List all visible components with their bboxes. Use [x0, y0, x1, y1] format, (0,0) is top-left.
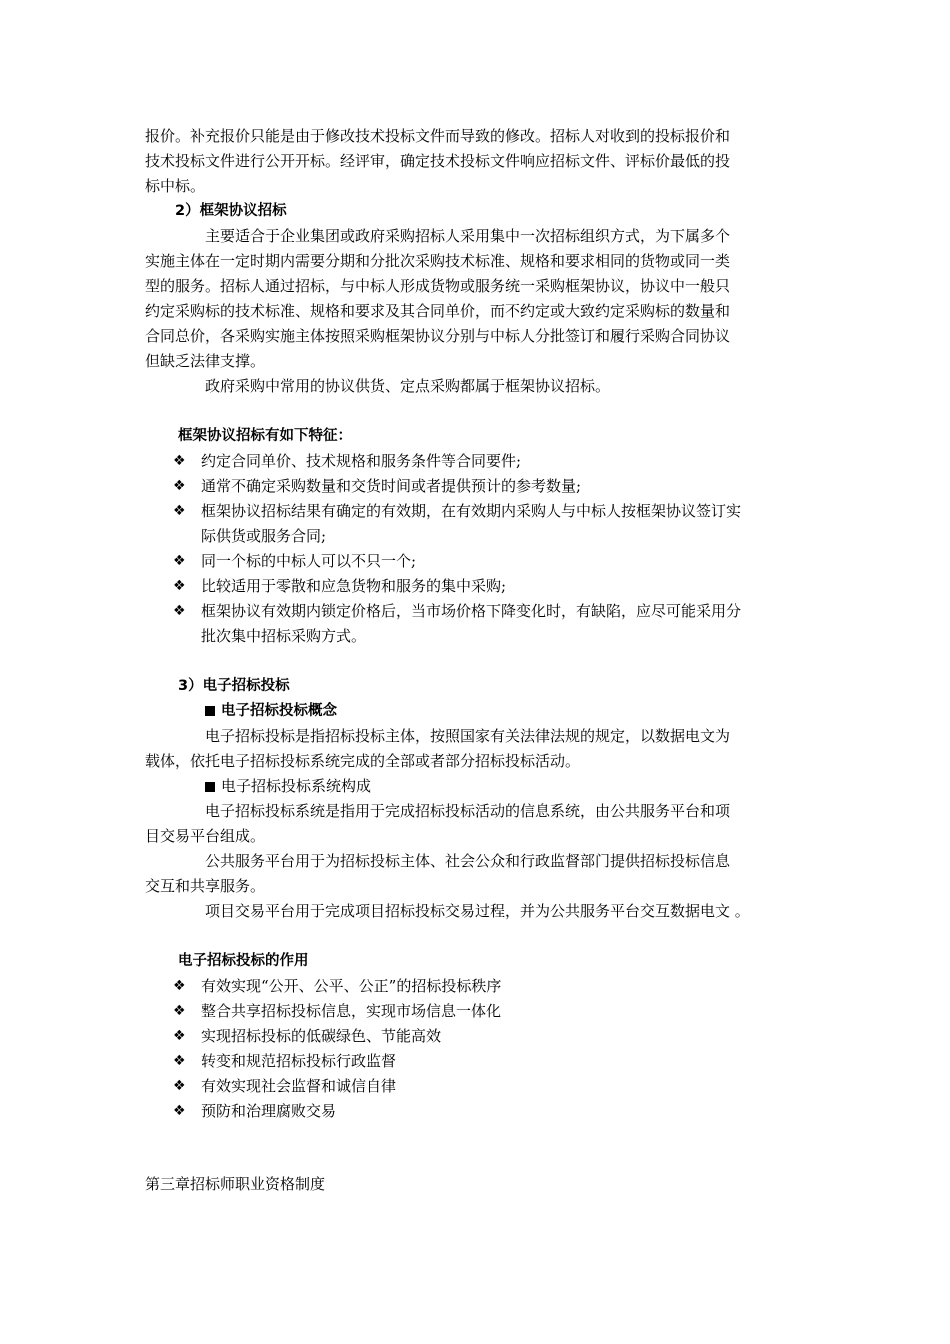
paragraph-line: 型的服务。招标人通过招标，与中标人形成货物或服务统一采购框架协议，协议中一般只 [145, 277, 731, 295]
bullet-icon: ❖ [173, 1003, 186, 1019]
bullet-icon: ❖ [173, 503, 186, 519]
paragraph-line: 电子招标投标系统是指用于完成招标投标活动的信息系统，由公共服务平台和项 [205, 802, 731, 820]
paragraph-line: 主要适合于企业集团或政府采购招标人采用集中一次招标组织方式，为下属多个 [205, 227, 731, 245]
paragraph-line: 但缺乏法律支撑。 [145, 352, 266, 370]
paragraph-line: 实施主体在一定时期内需要分期和分批次采购技术标准、规格和要求相同的货物或同一类 [145, 252, 731, 270]
subheading-system-label: 电子招标投标系统构成 [221, 777, 372, 795]
subheading-system [205, 776, 371, 796]
roles-title: 电子招标投标的作用 [178, 953, 309, 969]
bullet-icon: ❖ [173, 478, 186, 494]
section-heading-framework: 2）框架协议招标 [175, 203, 287, 219]
square-bullet-icon [205, 782, 215, 792]
feature-item-continued: 批次集中招标采购方式。 [201, 627, 367, 645]
features-title: 框架协议招标有如下特征： [178, 428, 352, 444]
section-heading-electronic: 3）电子招标投标 [178, 678, 290, 694]
role-item: 有效实现“公开、公平、公正”的招标投标秩序 [201, 977, 502, 995]
bullet-icon: ❖ [173, 603, 186, 619]
paragraph-line: 载体，依托电子招标投标系统完成的全部或者部分招标投标活动。 [145, 752, 581, 770]
bullet-icon: ❖ [173, 978, 186, 994]
subheading-concept [205, 701, 337, 721]
paragraph-line: 电子招标投标是指招标投标主体，按照国家有关法律法规的规定，以数据电文为 [205, 727, 731, 745]
paragraph-line: 报价。补充报价只能是由于修改技术投标文件而导致的修改。招标人对收到的投标报价和 [145, 127, 731, 145]
bullet-icon: ❖ [173, 553, 186, 569]
role-item: 整合共享招标投标信息，实现市场信息一体化 [201, 1002, 502, 1020]
bullet-icon: ❖ [173, 1053, 186, 1069]
paragraph-line: 技术投标文件进行公开开标。经评审，确定技术投标文件响应招标文件、评标价最低的投 [145, 152, 731, 170]
feature-item: 比较适用于零散和应急货物和服务的集中采购; [201, 577, 507, 595]
feature-item: 同一个标的中标人可以不只一个; [201, 552, 417, 570]
bullet-icon: ❖ [173, 1028, 186, 1044]
paragraph-line: 交互和共享服务。 [145, 877, 266, 895]
paragraph-line: 政府采购中常用的协议供货、定点采购都属于框架协议招标。 [205, 377, 611, 395]
paragraph-line: 合同总价，各采购实施主体按照采购框架协议分别与中标人分批签订和履行采购合同协议 [145, 327, 731, 345]
feature-item: 约定合同单价、技术规格和服务条件等合同要件; [201, 452, 522, 470]
bullet-icon: ❖ [173, 1103, 186, 1119]
bullet-icon: ❖ [173, 1078, 186, 1094]
feature-item-continued: 际供货或服务合同; [201, 527, 327, 545]
paragraph-line: 标中标。 [145, 177, 206, 195]
bullet-icon: ❖ [173, 453, 186, 469]
paragraph-line: 项目交易平台用于完成项目招标投标交易过程，并为公共服务平台交互数据电文 。 [205, 902, 750, 920]
paragraph-line: 约定采购标的技术标准、规格和要求及其合同单价，而不约定或大致约定采购标的数量和 [145, 302, 731, 320]
feature-item: 通常不确定采购数量和交货时间或者提供预计的参考数量; [201, 477, 582, 495]
feature-item: 框架协议招标结果有确定的有效期，在有效期内采购人与中标人按框架协议签订实 [201, 502, 742, 520]
paragraph-line: 公共服务平台用于为招标投标主体、社会公众和行政监督部门提供招标投标信息 [205, 852, 731, 870]
role-item: 实现招标投标的低碳绿色、节能高效 [201, 1027, 442, 1045]
role-item: 转变和规范招标投标行政监督 [201, 1052, 397, 1070]
role-item: 有效实现社会监督和诚信自律 [201, 1077, 397, 1095]
subheading-concept-label: 电子招标投标概念 [221, 703, 337, 719]
paragraph-line: 目交易平台组成。 [145, 827, 266, 845]
role-item: 预防和治理腐败交易 [201, 1102, 337, 1120]
bullet-icon: ❖ [173, 578, 186, 594]
feature-item: 框架协议有效期内锁定价格后，当市场价格下降变化时，有缺陷，应尽可能采用分 [201, 602, 742, 620]
chapter-title: 第三章招标师职业资格制度 [145, 1175, 326, 1193]
square-bullet-icon [205, 706, 215, 716]
